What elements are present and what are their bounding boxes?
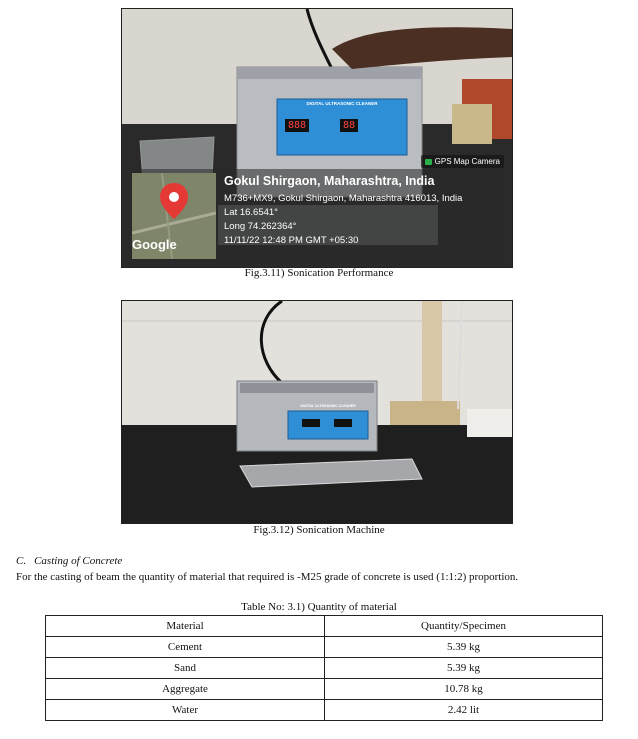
table-header-row [46, 616, 603, 637]
material-cell: Water [46, 700, 325, 721]
section-title: Casting of Concrete [34, 555, 123, 567]
material-cell: Aggregate [46, 679, 325, 700]
table-row [46, 700, 603, 721]
header-material: Material [46, 616, 325, 637]
table-row [46, 658, 603, 679]
quantity-cell: 5.39 kg [325, 658, 603, 679]
gps-map-camera-badge: GPS Map Camera [421, 155, 504, 168]
timer-display: 888 [285, 119, 309, 132]
camera-icon [425, 159, 432, 165]
quantity-table [45, 615, 603, 721]
gps-place-name: Gokul Shirgaon, Maharashtra, India [224, 174, 435, 188]
quantity-cell: 2.42 lit [325, 700, 603, 721]
quantity-cell: 5.39 kg [325, 637, 603, 658]
sonication-machine-photo [121, 300, 513, 524]
section-heading [16, 555, 122, 567]
gps-datetime: 11/11/22 12:48 PM GMT +05:30 [224, 235, 359, 246]
figure-caption-2: Fig.3.12) Sonication Machine [253, 524, 385, 536]
figure-caption-1: Fig.3.11) Sonication Performance [244, 267, 394, 279]
gps-latitude: Lat 16.6541° [224, 207, 278, 218]
sonication-machine-illustration [122, 301, 512, 523]
quantity-cell: 10.78 kg [325, 679, 603, 700]
gps-longitude: Long 74.262364° [224, 221, 297, 232]
header-quantity: Quantity/Specimen [325, 616, 603, 637]
device-label: DIGITAL ULTRASONIC CLEANER [300, 404, 356, 408]
gps-address: M736+MX9, Gokul Shirgaon, Maharashtra 416013, India [224, 193, 463, 204]
table-caption: Table No: 3.1) Quantity of material [241, 601, 397, 613]
body-paragraph: For the casting of beam the quantity of material that required is -M25 grade of concrete is used (1:1:2) proportion. [16, 571, 519, 583]
sonication-performance-photo [121, 8, 513, 268]
material-cell: Cement [46, 637, 325, 658]
section-letter: C. [16, 555, 27, 567]
table-row [46, 637, 603, 658]
device-label: DIGITAL ULTRASONIC CLEANER [306, 101, 378, 106]
google-map-logo: Google [132, 237, 177, 252]
material-cell: Sand [46, 658, 325, 679]
table-row [46, 679, 603, 700]
temperature-display: 88 [340, 119, 358, 132]
